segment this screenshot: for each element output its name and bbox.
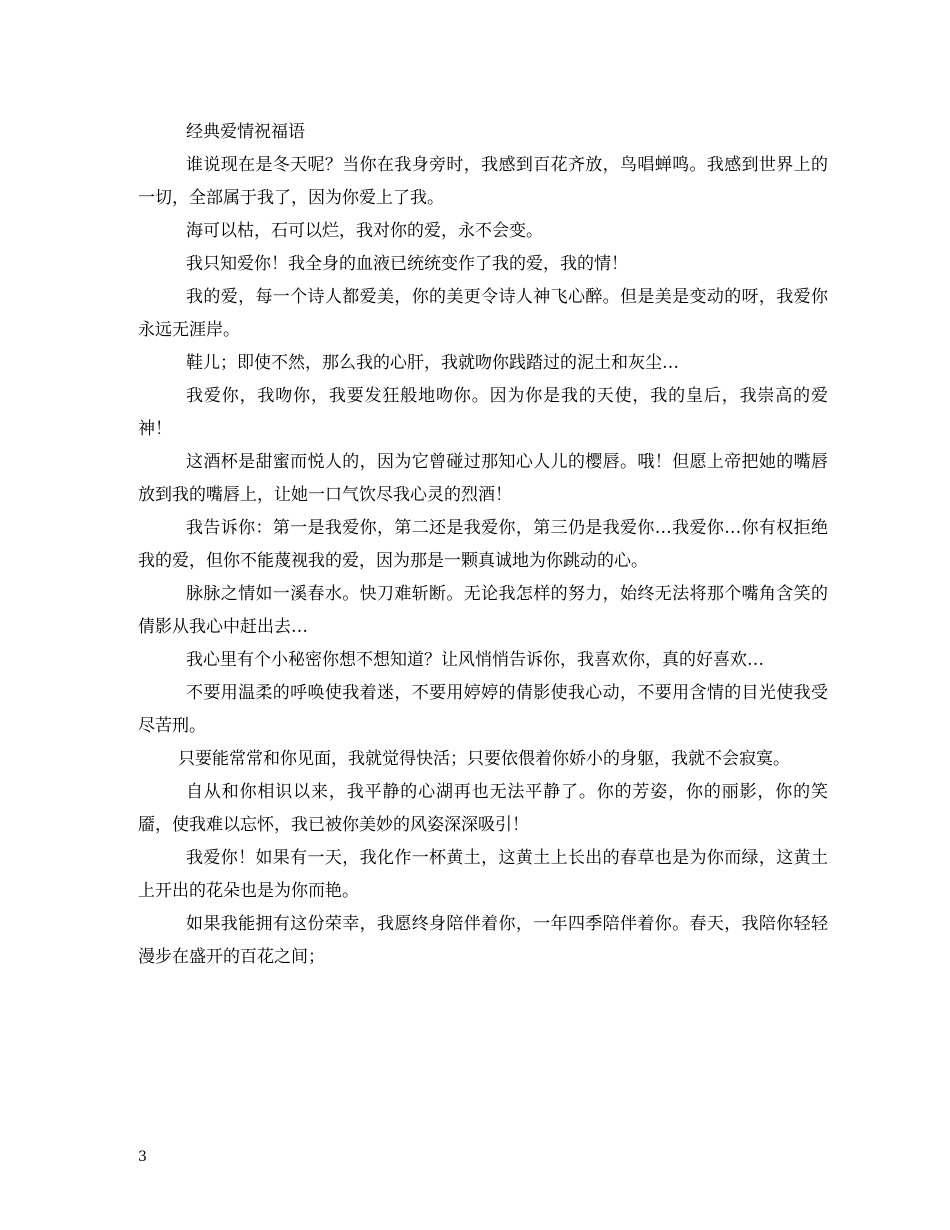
paragraph: 不要用温柔的呼唤使我着迷，不要用婷婷的倩影使我心动，不要用含情的目光使我受尽苦刑。 <box>138 683 828 736</box>
paragraph: 如果我能拥有这份荣幸，我愿终身陪伴着你，一年四季陪伴着你。春天，我陪你轻轻漫步在盛开的百花之间； <box>138 914 828 967</box>
paragraph: 我告诉你：第一是我爱你，第二还是我爱你，第三仍是我爱你…我爱你…你有权拒绝我的爱，但你不能蔑视我的爱，因为那是一颗真诚地为你跳动的心。 <box>138 518 828 571</box>
paragraph: 我只知爱你！我全身的血液已统统变作了我的爱，我的情！ <box>186 254 628 274</box>
paragraph: 这酒杯是甜蜜而悦人的，因为它曾碰过那知心人儿的樱唇。哦！但愿上帝把她的嘴唇放到我的嘴唇上，让她一口气饮尽我心灵的烈酒！ <box>138 452 828 505</box>
paragraph: 海可以枯，石可以烂，我对你的爱，永不会变。 <box>186 221 543 241</box>
paragraph: 我的爱，每一个诗人都爱美，你的美更令诗人神飞心醉。但是美是变动的呀，我爱你永远无涯岸。 <box>138 287 828 340</box>
document-body <box>138 116 828 974</box>
paragraph: 脉脉之情如一溪春水。快刀难斩断。无论我怎样的努力，始终无法将那个嘴角含笑的倩影从我心中赶出去… <box>138 584 828 637</box>
document-title: 经典爱情祝福语 <box>186 122 305 142</box>
paragraph: 谁说现在是冬天呢？当你在我身旁时，我感到百花齐放，鸟唱蝉鸣。我感到世界上的一切，全部属于我了，因为你爱上了我。 <box>138 155 828 208</box>
paragraph: 只要能常常和你见面，我就觉得快活；只要依偎着你娇小的身躯，我就不会寂寞。 <box>178 749 790 769</box>
paragraph: 我爱你！如果有一天，我化作一杯黄土，这黄土上长出的春草也是为你而绿，这黄土上开出的花朵也是为你而艳。 <box>138 848 828 901</box>
paragraph: 我爱你，我吻你，我要发狂般地吻你。因为你是我的天使，我的皇后，我崇高的爱神！ <box>138 386 828 439</box>
paragraph: 鞋儿；即使不然，那么我的心肝，我就吻你践踏过的泥土和灰尘… <box>186 353 679 373</box>
paragraph: 我心里有个小秘密你想不想知道？让风悄悄告诉你，我喜欢你，真的好喜欢… <box>186 650 764 670</box>
paragraph: 自从和你相识以来，我平静的心湖再也无法平静了。你的芳姿，你的丽影，你的笑靥，使我难以忘怀，我已被你美妙的风姿深深吸引！ <box>138 782 828 835</box>
page-number: 3 <box>138 1149 147 1165</box>
